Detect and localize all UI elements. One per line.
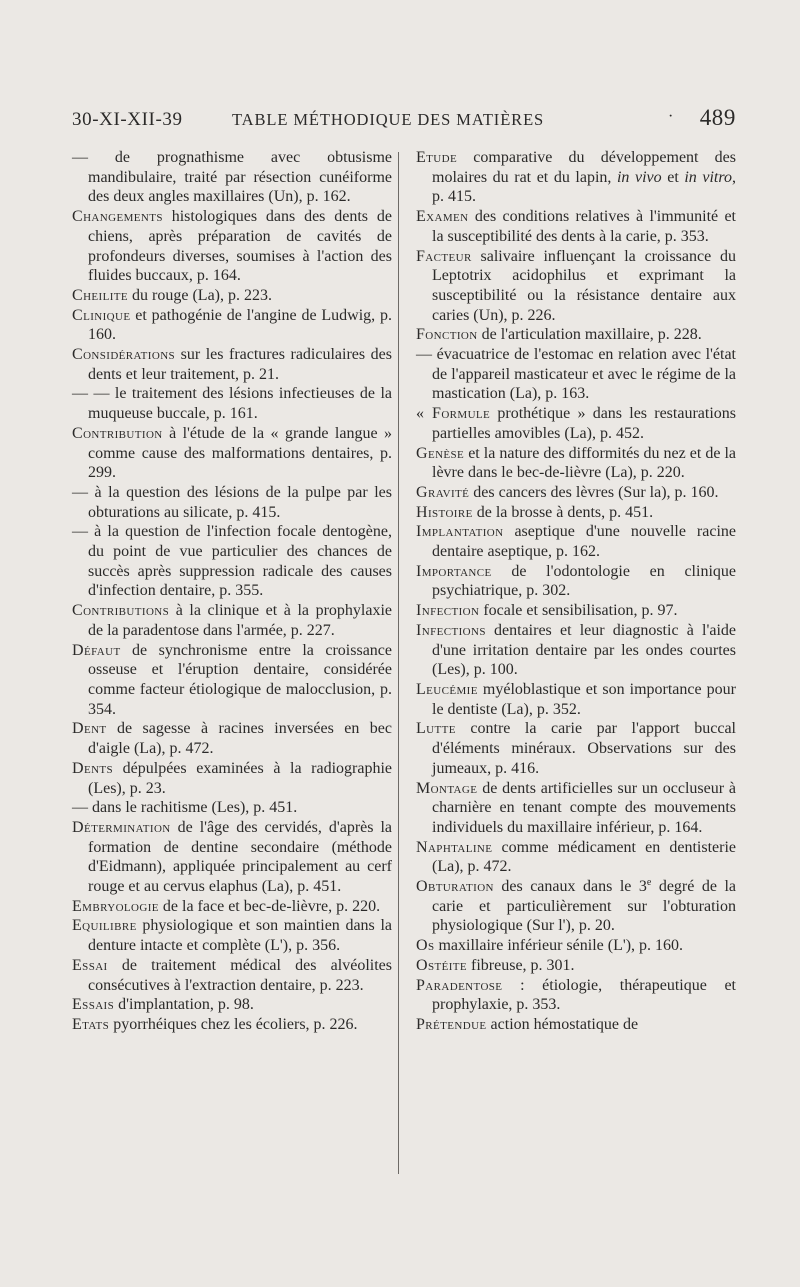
entry-heading: Importance — [416, 562, 492, 580]
entry-text: de traitement médical des alvéolites consécutives à l'extraction dentaire, p. 223. — [88, 956, 392, 994]
entry-text: des cancers des lèvres (Sur la), p. 160. — [469, 483, 719, 501]
entry-text: de l'âge des cervidés, d'après la formation de dentine secondaire (méthode d'Eidmann), appliquée principalement au cerf rouge et au cervus elaphus (La), p. 451. — [88, 818, 392, 896]
index-entry — [416, 444, 736, 483]
entry-text: à l'étude de la « grande langue » comme cause des malformations dentaires, p. 299. — [88, 424, 392, 482]
index-entry — [72, 148, 392, 207]
entry-text: dépulpées examinées à la radiographie (Les), p. 23. — [88, 759, 392, 797]
index-entry — [72, 956, 392, 995]
entry-text: aseptique d'une nouvelle racine dentaire aseptique, p. 162. — [432, 523, 736, 561]
entry-text: à la clinique et à la prophylaxie de la paradentose dans l'armée, p. 227. — [88, 602, 392, 639]
entry-heading: Infection — [416, 602, 480, 620]
index-entry — [416, 936, 736, 956]
entry-heading: Essai — [72, 956, 108, 974]
entry-heading: Cheilite — [72, 286, 129, 304]
entry-text: fibreuse, p. 301. — [467, 956, 575, 974]
entry-heading: Changements — [72, 208, 163, 226]
index-entry — [72, 384, 392, 423]
entry-heading: Contributions — [72, 602, 170, 620]
entry-text: dentaires et leur diagnostic à l'aide d'une irritation dentaire par les ondes courtes (Les), p. 100. — [432, 621, 736, 679]
entry-text: des conditions relatives à l'immunité et la susceptibilité des dents à la carie, p. 353. — [432, 208, 736, 245]
entry-text: d'implantation, p. 98. — [114, 996, 254, 1014]
index-entry — [72, 818, 392, 897]
index-entry — [416, 247, 736, 326]
entry-heading: Essais — [72, 996, 115, 1014]
index-entry — [72, 207, 392, 286]
entry-text: et pathogénie de l'angine de Ludwig, p. 160. — [88, 306, 392, 344]
entry-heading: Genèse — [416, 444, 465, 462]
entry-italic: in vivo — [616, 168, 662, 186]
running-header — [72, 103, 736, 135]
entry-heading: Histoire — [416, 503, 473, 521]
entry-text: physiologique et son maintien dans la denture intacte et complète (L'), p. 356. — [88, 917, 392, 955]
entry-heading: Etats — [72, 1015, 110, 1033]
entry-text: : étiologie, thérapeutique et prophylaxie, p. 353. — [432, 976, 736, 1014]
entry-heading: Equilibre — [72, 917, 137, 935]
entry-text: maxillaire inférieur sénile (L'), p. 160. — [434, 937, 684, 955]
index-entry — [416, 345, 736, 404]
entry-heading: Ostéite — [416, 956, 468, 974]
entry-heading: Dent — [72, 720, 107, 738]
entry-heading: Prétendue — [416, 1015, 487, 1033]
index-entry — [416, 1015, 736, 1035]
index-entry — [72, 601, 392, 640]
entry-text: action hémostatique de — [486, 1015, 639, 1033]
entry-text: comme médicament en dentisterie (La), p. 472. — [432, 838, 736, 876]
index-entry — [416, 838, 736, 877]
entry-text: focale et sensibilisation, p. 97. — [479, 602, 678, 620]
entry-text: des canaux dans le 3 — [493, 878, 647, 896]
entry-text: , p. 415. — [432, 168, 736, 206]
index-entry — [72, 483, 392, 522]
entry-text: de la brosse à dents, p. 451. — [472, 503, 654, 521]
index-entry — [72, 916, 392, 955]
entry-text: et la nature des difformités du nez et de la lèvre dans le bec-de-lièvre (La), p. 220. — [432, 444, 736, 482]
entry-text: comparative du développement des molaires du rat et du lapin, — [432, 149, 736, 186]
index-entry — [416, 621, 736, 680]
entry-text: de la face et bec-de-lièvre, p. 220. — [158, 897, 381, 915]
column-divider — [398, 152, 399, 1174]
entry-heading: Infections — [416, 621, 486, 639]
entry-heading: Contribution — [72, 424, 163, 442]
entry-text: degré de la carie et particulièrement sur l'obturation physiologique (Sur l'), p. 20. — [432, 878, 736, 935]
index-entry — [72, 897, 392, 917]
entry-heading: Détermination — [72, 818, 171, 836]
entry-heading: Naphtaline — [416, 838, 493, 856]
header-date: 30-XI-XII-39 — [72, 109, 183, 130]
index-entry — [416, 719, 736, 778]
index-entry — [416, 956, 736, 976]
entry-heading: Leucémie — [416, 680, 478, 698]
entry-heading: Gravité — [416, 483, 470, 501]
entry-text: contre la carie par l'apport buccal d'éléments minéraux. Observations sur des jumeaux, p. 416. — [432, 720, 736, 777]
entry-superscript: e — [646, 877, 652, 889]
entry-text: myéloblastique et son importance pour le dentiste (La), p. 352. — [432, 680, 736, 718]
right-column — [416, 148, 736, 1035]
entry-heading: Facteur — [416, 247, 472, 265]
index-entry — [72, 798, 392, 818]
index-entry — [416, 680, 736, 719]
index-entry — [416, 483, 736, 503]
entry-heading: Clinique — [72, 306, 131, 324]
header-title: TABLE MÉTHODIQUE DES MATIÈRES — [232, 110, 545, 129]
index-entry — [72, 1015, 392, 1035]
index-entry — [72, 345, 392, 384]
entry-heading: Considérations — [72, 346, 176, 364]
index-entry — [72, 719, 392, 758]
entry-text: — dans le rachitisme (Les), p. 451. — [72, 799, 298, 817]
entry-text: de dents artificielles sur un occluseur à charnière en tenant compte des mouvements individuels du maxillaire inférieur, p. 164. — [432, 779, 736, 836]
index-entry — [416, 148, 736, 207]
left-column — [72, 148, 392, 1035]
index-entry — [416, 404, 736, 443]
entry-text: — évacuatrice de l'estomac en relation avec l'état de l'appareil masticateur et avec le régime de la mastication (La), p. 163. — [416, 346, 736, 403]
index-entry — [72, 759, 392, 798]
index-entry — [416, 207, 736, 246]
index-entry — [416, 522, 736, 561]
header-dot: · — [668, 108, 674, 125]
entry-text: — à la question de l'infection focale dentogène, du point de vue particulier des chances de succès après suppression radicale des causes d'infection dentaire, p. 355. — [72, 523, 392, 600]
entry-text: du rouge (La), p. 223. — [128, 286, 272, 304]
entry-heading: Embryologie — [72, 897, 159, 915]
entry-heading: Défaut — [72, 641, 121, 659]
entry-text: — à la question des lésions de la pulpe par les obturations au silicate, p. 415. — [72, 483, 392, 521]
index-entry — [72, 641, 392, 720]
index-entry — [416, 503, 736, 523]
entry-heading: « Formule — [416, 405, 491, 423]
entry-heading: Obturation — [416, 878, 494, 896]
entry-text: salivaire influençant la croissance du Leptotrix acidophilus et exprimant la susceptibilité ou la résistance dentaire aux caries (Un), p. 226. — [432, 247, 736, 324]
entry-heading: Os — [416, 937, 435, 955]
entry-heading: Dents — [72, 759, 114, 777]
entry-heading: Lutte — [416, 720, 456, 738]
entry-text: de sagesse à racines inversées en bec d'aigle (La), p. 472. — [88, 720, 392, 758]
index-entry — [72, 522, 392, 601]
entry-heading: Montage — [416, 779, 478, 797]
entry-text: de l'odontologie en clinique psychiatrique, p. 302. — [432, 562, 736, 600]
page-number: 489 — [699, 105, 736, 130]
entry-heading: Fonction — [416, 326, 478, 344]
index-entry — [416, 325, 736, 345]
entry-text: sur les fractures radiculaires des dents et leur traitement, p. 21. — [88, 346, 392, 383]
entry-text: de synchronisme entre la croissance osseuse et l'éruption dentaire, considérée comme facteur étiologique de malocclusion, p. 354. — [88, 641, 392, 718]
entry-italic: in vitro — [684, 168, 732, 186]
index-entry — [416, 779, 736, 838]
entry-heading: Implantation — [416, 523, 504, 541]
entry-heading: Paradentose — [416, 976, 503, 994]
index-entry — [72, 306, 392, 345]
entry-text: — — le traitement des lésions infectieuses de la muqueuse buccale, p. 161. — [72, 385, 392, 423]
index-entry — [416, 601, 736, 621]
entry-heading: Etude — [416, 149, 458, 166]
index-entry — [72, 995, 392, 1015]
entry-text: — de prognathisme avec obtusisme mandibulaire, traité par résection cunéiforme des deux angles maxillaires (Un), p. 162. — [72, 149, 392, 206]
index-entry — [416, 877, 736, 936]
entry-text: histologiques dans des dents de chiens, après préparation de cavités de profondeurs diverses, soumises à l'action des fluides buccaux, p. 164. — [88, 208, 392, 285]
entry-heading: Examen — [416, 208, 469, 226]
entry-text: prothétique » dans les restaurations partielles amovibles (La), p. 452. — [432, 405, 736, 442]
entry-text: de l'articulation maxillaire, p. 228. — [477, 326, 702, 344]
index-entry — [72, 424, 392, 483]
index-entry — [416, 976, 736, 1015]
entry-text: et — [661, 168, 685, 186]
index-entry — [72, 286, 392, 306]
entry-text: pyorrhéiques chez les écoliers, p. 226. — [109, 1015, 358, 1033]
index-entry — [416, 562, 736, 601]
